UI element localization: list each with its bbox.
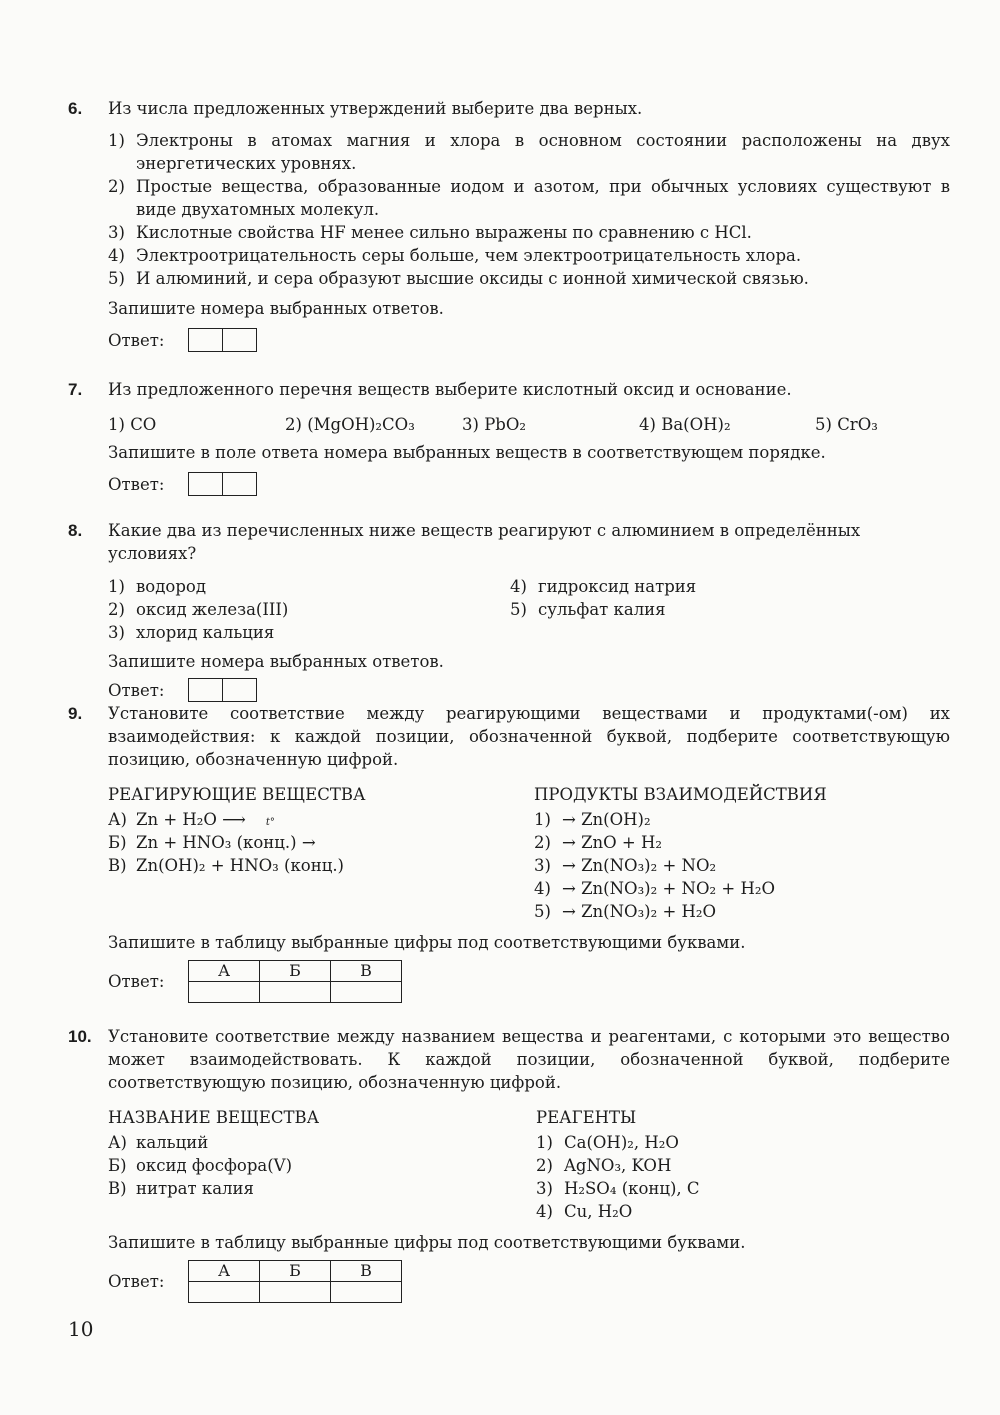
table-header: А (189, 961, 260, 982)
table-header: В (331, 961, 402, 982)
instruction: Запишите номера выбранных ответов. (108, 299, 444, 318)
list-item: Б) Zn + HNO₃ (конц.) → (108, 833, 316, 852)
answer-label: Ответ: (108, 972, 165, 991)
option: 3) PbO₂ (462, 415, 526, 434)
option: 5) CrO₃ (815, 415, 878, 434)
list-item: 5) сульфат калия (510, 600, 666, 619)
question-number: 8. (68, 521, 83, 540)
reaction-condition: t° (265, 817, 275, 828)
list-item: 1) Ca(OH)₂, H₂O (536, 1133, 679, 1152)
instruction: Запишите номера выбранных ответов. (108, 652, 444, 671)
answer-table (188, 960, 402, 1003)
table-header: Б (260, 961, 331, 982)
question-number: 10. (68, 1027, 92, 1046)
option: 1) CO (108, 415, 157, 434)
table-header: В (331, 1261, 402, 1282)
list-item: 2) → ZnO + H₂ (534, 833, 663, 852)
answer-label: Ответ: (108, 474, 165, 494)
answer-cell[interactable] (189, 982, 260, 1003)
answer-box[interactable] (188, 328, 257, 352)
question-number: 7. (68, 380, 83, 399)
answer-cell[interactable] (260, 982, 331, 1003)
column-heading: РЕАГИРУЮЩИЕ ВЕЩЕСТВА (108, 785, 366, 804)
option: 4) Ba(OH)₂ (639, 415, 731, 434)
question-9 (68, 702, 950, 1003)
answer-box[interactable] (188, 678, 257, 702)
list-item: 2) Простые вещества, образованные иодом и азотом, при обычных условиях существуют в виде двухатомных молекул. (108, 177, 950, 219)
list-item: В) нитрат калия (108, 1179, 254, 1198)
question-prompt: Из предложенного перечня веществ выберите кислотный оксид и основание. (108, 380, 792, 399)
list-item: 3) хлорид кальция (108, 623, 275, 642)
table-header: А (189, 1261, 260, 1282)
list-item: 5) И алюминий, и сера образуют высшие оксиды с ионной химической связью. (108, 269, 809, 288)
question-prompt: Установите соответствие между реагирующими веществами и продуктами(-ом) их взаимодействия: к каждой позиции, обозначенной буквой, подберите соответствующую позицию, обозначенную цифрой. (108, 704, 950, 769)
question-number: 6. (68, 99, 83, 118)
question-8 (68, 519, 950, 702)
answer-row (108, 678, 950, 702)
column-heading: ПРОДУКТЫ ВЗАИМОДЕЙСТВИЯ (534, 785, 827, 804)
list-item: 4) Cu, H₂O (536, 1202, 633, 1221)
instruction: Запишите в таблицу выбранные цифры под соответствующими буквами. (108, 933, 746, 952)
table-header: Б (260, 1261, 331, 1282)
list-item: 3) H₂SO₄ (конц), C (536, 1179, 700, 1198)
instruction: Запишите в таблицу выбранные цифры под соответствующими буквами. (108, 1233, 746, 1252)
list-item: 1) водород (108, 577, 206, 596)
list-item: В) Zn(OH)₂ + HNO₃ (конц.) (108, 856, 344, 875)
question-7 (68, 378, 950, 496)
list-item: 3) → Zn(NO₃)₂ + NO₂ (534, 856, 717, 875)
question-6 (68, 97, 950, 352)
question-number: 9. (68, 704, 83, 723)
column-heading: РЕАГЕНТЫ (536, 1108, 637, 1127)
answer-cell[interactable] (331, 1282, 402, 1303)
answer-table (188, 1260, 402, 1303)
instruction: Запишите в поле ответа номера выбранных веществ в соответствующем порядке. (108, 443, 826, 462)
question-prompt: Из числа предложенных утверждений выберите два верных. (108, 99, 643, 118)
list-item: 4) Электроотрицательность серы больше, чем электроотрицательность хлора. (108, 246, 802, 265)
list-item: 4) гидроксид натрия (510, 577, 697, 596)
list-item: А) Zn + H₂O ⟶ t° (108, 808, 534, 831)
list-item: А) кальций (108, 1133, 209, 1152)
question-10 (68, 1025, 950, 1303)
answer-cell[interactable] (189, 1282, 260, 1303)
answer-cell[interactable] (331, 982, 402, 1003)
list-item: 1) Электроны в атомах магния и хлора в основном состоянии расположены на двух энергетических уровнях. (108, 131, 950, 173)
answer-row (108, 1260, 950, 1303)
answer-label: Ответ: (108, 330, 165, 350)
list-item: 1) → Zn(OH)₂ (534, 810, 651, 829)
column-heading: НАЗВАНИЕ ВЕЩЕСТВА (108, 1108, 320, 1127)
answer-row (108, 472, 950, 496)
list-item: 3) Кислотные свойства HF менее сильно выражены по сравнению с HCl. (108, 223, 752, 242)
answer-row (108, 328, 950, 352)
list-item: 2) оксид железа(III) (108, 600, 289, 619)
answer-label: Ответ: (108, 680, 165, 700)
answer-label: Ответ: (108, 1272, 165, 1291)
list-item: Б) оксид фосфора(V) (108, 1156, 293, 1175)
question-prompt: Какие два из перечисленных ниже веществ реагируют с алюминием в определённых условиях? (108, 521, 861, 563)
answer-row (108, 960, 950, 1003)
list-item: 2) AgNO₃, KOH (536, 1156, 672, 1175)
option: 2) (MgOH)₂CO₃ (285, 415, 415, 434)
page-number: 10 (68, 1317, 94, 1341)
list-item: 5) → Zn(NO₃)₂ + H₂O (534, 902, 717, 921)
answer-box[interactable] (188, 472, 257, 496)
answer-cell[interactable] (260, 1282, 331, 1303)
question-prompt: Установите соответствие между названием вещества и реагентами, с которыми это вещество может взаимодействовать. К каждой позиции, обозначенной буквой, подберите соответствующую позицию, обозначенную цифрой. (108, 1027, 950, 1092)
list-item: 4) → Zn(NO₃)₂ + NO₂ + H₂O (534, 879, 775, 898)
